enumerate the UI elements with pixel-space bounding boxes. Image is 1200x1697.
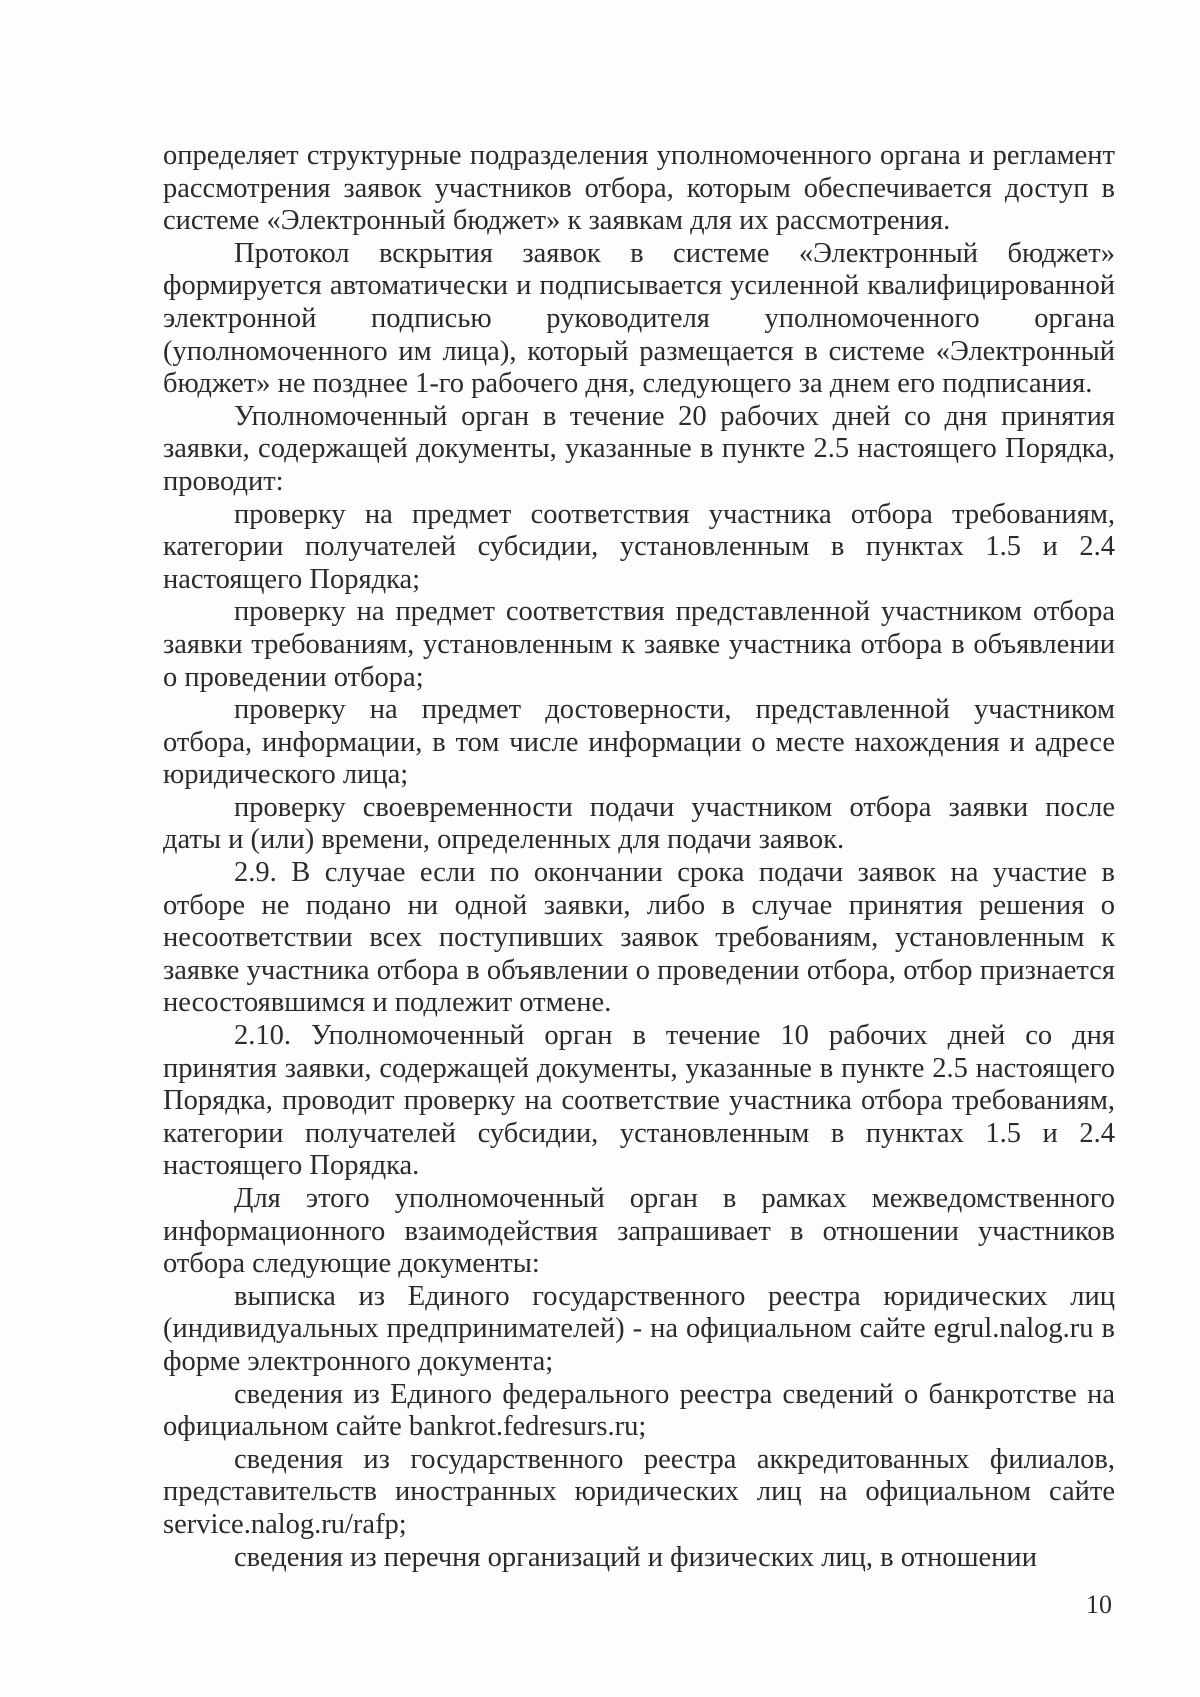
paragraph: выписка из Единого государственного реестра юридических лиц (индивидуальных предпринимателей) - на официальном сайте egrul.nalog.ru в форме электронного документа;: [163, 1280, 1115, 1377]
paragraph: Для этого уполномоченный орган в рамках межведомственного информационного взаимодействия запрашивает в отношении участников отбора следующие документы:: [163, 1183, 1115, 1280]
paragraph: сведения из перечня организаций и физических лиц, в отношении: [234, 1541, 1037, 1573]
paragraph: сведения из государственного реестра аккредитованных филиалов, представительств иностранных юридических лиц на официальном сайте service.nalog.ru/rafp;: [163, 1443, 1115, 1540]
paragraph: 2.10. Уполномоченный орган в течение 10 рабочих дней со дня принятия заявки, содержащей документы, указанные в пункте 2.5 настоящего Порядка, проводит проверку на соответствие участника отбора требованиям, категории получателей субсидии, установленным в пунктах 1.5 и 2.4 настоящего Порядка.: [163, 1020, 1115, 1182]
paragraph: проверку на предмет соответствия участника отбора требованиям, категории получателей субсидии, установленным в пунктах 1.5 и 2.4 настоящего Порядка;: [163, 498, 1115, 595]
paragraph: определяет структурные подразделения уполномоченного органа и регламент рассмотрения заявок участников отбора, которым обеспечивается доступ в системе «Электронный бюджет» к заявкам для их рассмотрения.: [163, 140, 1115, 237]
document-body: [163, 140, 1115, 1574]
paragraph: проверку своевременности подачи участником отбора заявки после даты и (или) времени, определенных для подачи заявок.: [163, 791, 1115, 856]
paragraph: Уполномоченный орган в течение 20 рабочих дней со дня принятия заявки, содержащей документы, указанные в пункте 2.5 настоящего Порядка, проводит:: [163, 400, 1115, 497]
paragraph: проверку на предмет достоверности, представленной участником отбора, информации, в том числе информации о месте нахождения и адресе юридического лица;: [163, 694, 1115, 791]
paragraph: 2.9. В случае если по окончании срока подачи заявок на участие в отборе не подано ни одной заявки, либо в случае принятия решения о несоответствии всех поступивших заявок требованиям, установленным к заявке участника отбора в объявлении о проведении отбора, отбор признается несостоявшимся и подлежит отмене.: [163, 857, 1115, 1019]
paragraph: сведения из Единого федерального реестра сведений о банкротстве на официальном сайте bankrot.fedresurs.ru;: [163, 1378, 1115, 1443]
paragraph: проверку на предмет соответствия представленной участником отбора заявки требованиям, установленным к заявке участника отбора в объявлении о проведении отбора;: [163, 596, 1115, 693]
paragraph: Протокол вскрытия заявок в системе «Электронный бюджет» формируется автоматически и подписывается усиленной квалифицированной электронной подписью руководителя уполномоченного органа (уполномоченного им лица), который размещается в системе «Электронный бюджет» не позднее 1-го рабочего дня, следующего за днем его подписания.: [163, 237, 1115, 400]
page-number: 10: [1086, 1590, 1112, 1619]
